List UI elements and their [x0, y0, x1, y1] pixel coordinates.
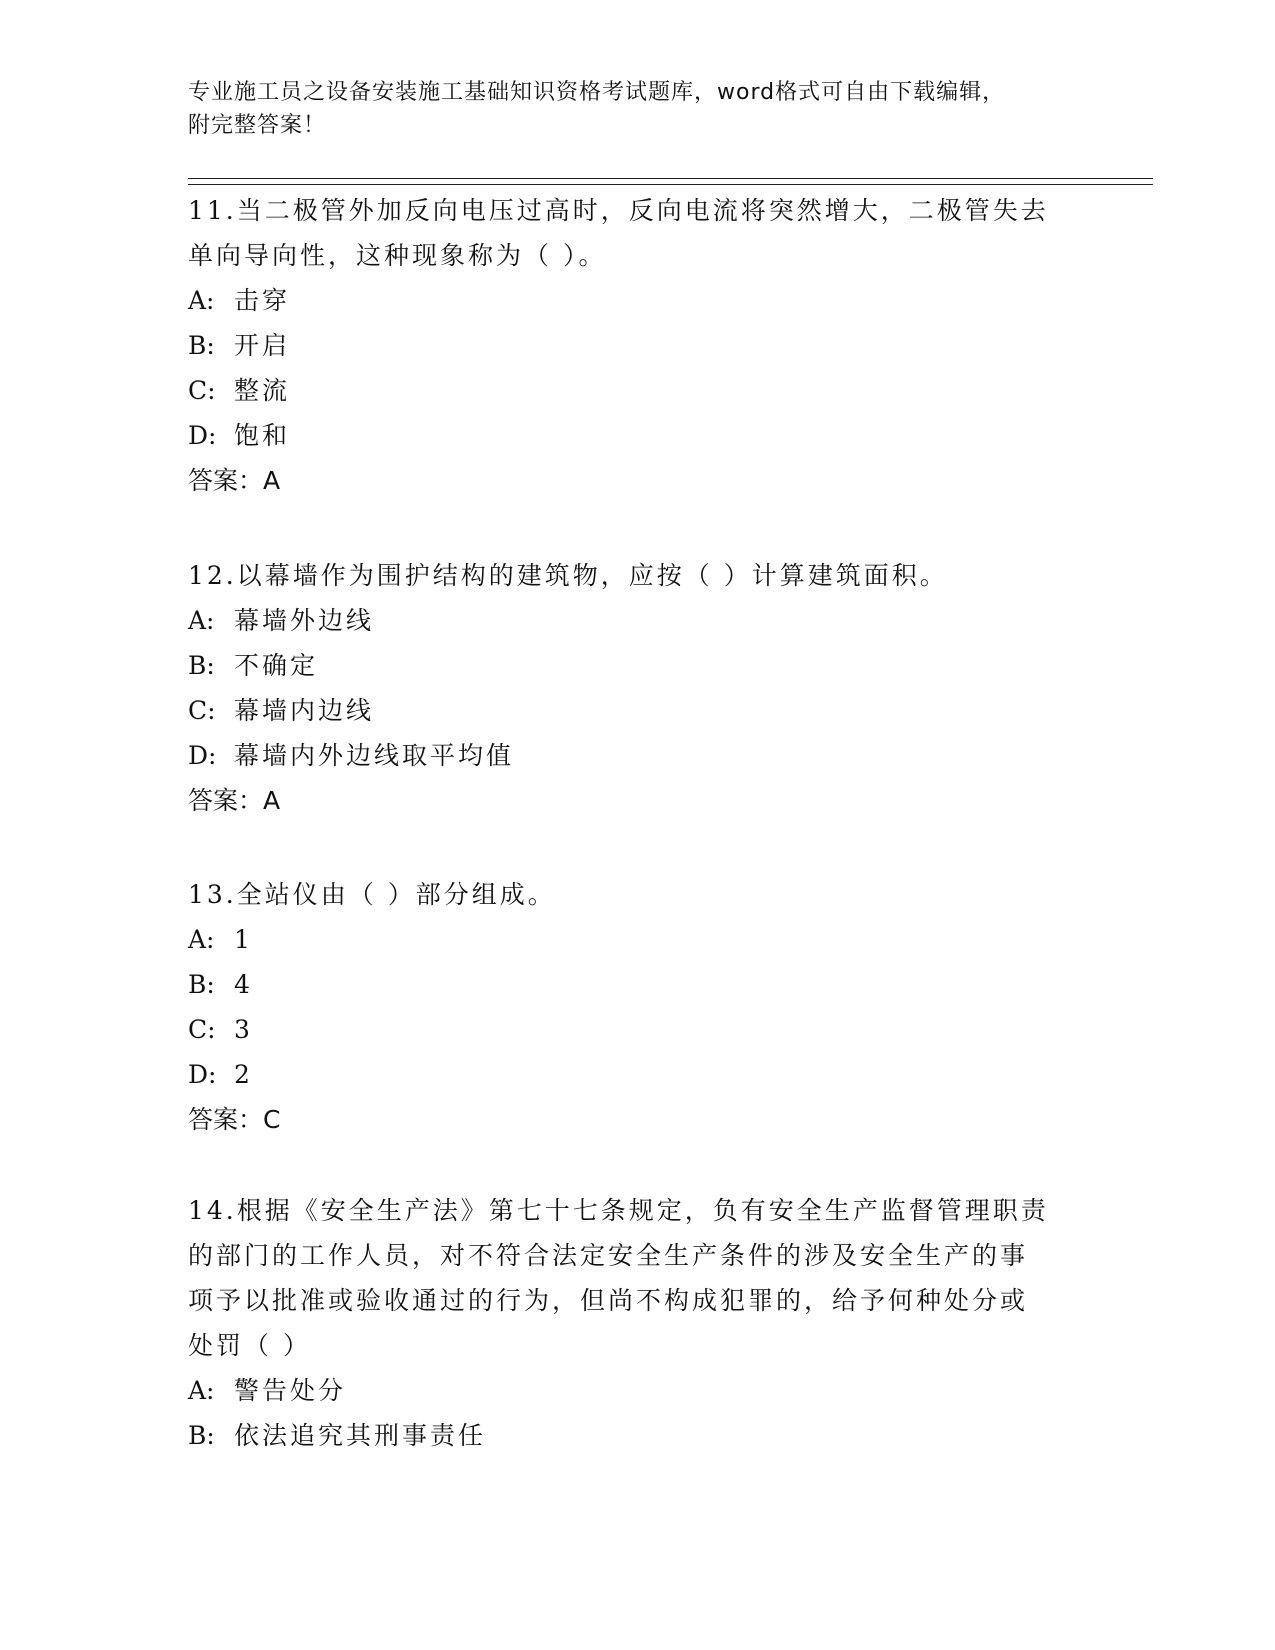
document-header — [188, 76, 1088, 142]
option-a — [188, 278, 1088, 323]
option-a — [188, 1368, 1088, 1413]
option-d — [188, 733, 1088, 778]
header-divider — [188, 178, 1153, 179]
question-stem: 13.全站仪由（ ）部分组成。 — [188, 880, 556, 909]
question-stem: 单向导向性，这种现象称为（ ）。 — [188, 241, 607, 270]
header-line: 附完整答案！ — [188, 113, 327, 138]
option-key: A: — [188, 286, 215, 315]
option-text: 2 — [234, 1060, 253, 1089]
option-text: 4 — [234, 970, 253, 999]
question-stem: 项予以批准或验收通过的行为，但尚不构成犯罪的，给予何种处分或 — [188, 1286, 1029, 1315]
option-key: C: — [188, 376, 216, 405]
option-key: B: — [188, 1421, 215, 1450]
option-c — [188, 368, 1088, 413]
option-b — [188, 962, 1088, 1007]
option-text: 饱和 — [234, 421, 291, 450]
option-text: 不确定 — [234, 651, 319, 680]
question-item — [188, 1188, 1088, 1458]
option-b — [188, 643, 1088, 688]
option-c — [188, 1007, 1088, 1052]
option-key: B: — [188, 970, 215, 999]
option-key: D: — [188, 741, 217, 770]
header-divider — [188, 184, 1153, 185]
option-text: 幕墙内外边线取平均值 — [234, 741, 515, 770]
question-item — [188, 188, 1088, 503]
option-text: 3 — [234, 1015, 253, 1044]
option-text: 警告处分 — [234, 1376, 347, 1405]
answer-label: 答案：A — [188, 786, 281, 815]
option-key: A: — [188, 1376, 215, 1405]
option-a — [188, 598, 1088, 643]
option-text: 幕墙外边线 — [234, 606, 375, 635]
option-key: C: — [188, 696, 216, 725]
option-b — [188, 1413, 1088, 1458]
question-stem: 11.当二极管外加反向电压过高时，反向电流将突然增大，二极管失去 — [188, 196, 1049, 225]
answer-label: 答案：C — [188, 1105, 281, 1134]
option-text: 开启 — [234, 331, 291, 360]
option-d — [188, 1052, 1088, 1097]
option-key: A: — [188, 606, 215, 635]
option-key: C: — [188, 1015, 216, 1044]
option-text: 击穿 — [234, 286, 291, 315]
option-b — [188, 323, 1088, 368]
option-key: D: — [188, 1060, 217, 1089]
question-stem: 14.根据《安全生产法》第七十七条规定，负有安全生产监督管理职责 — [188, 1196, 1049, 1225]
question-item — [188, 553, 1088, 823]
option-text: 幕墙内边线 — [234, 696, 375, 725]
answer-label: 答案：A — [188, 466, 281, 495]
option-a — [188, 917, 1088, 962]
question-stem: 处罚（ ） — [188, 1331, 311, 1360]
question-stem: 的部门的工作人员，对不符合法定安全生产条件的涉及安全生产的事 — [188, 1241, 1029, 1270]
question-stem: 12.以幕墙作为围护结构的建筑物，应按（ ）计算建筑面积。 — [188, 561, 948, 590]
question-item — [188, 872, 1088, 1142]
option-d — [188, 413, 1088, 458]
option-text: 依法追究其刑事责任 — [234, 1421, 487, 1450]
option-key: A: — [188, 925, 215, 954]
header-line: 专业施工员之设备安装施工基础知识资格考试题库，word格式可自由下载编辑， — [188, 80, 1006, 105]
option-key: B: — [188, 331, 215, 360]
option-key: D: — [188, 421, 217, 450]
option-text: 1 — [234, 925, 253, 954]
option-text: 整流 — [234, 376, 291, 405]
option-key: B: — [188, 651, 215, 680]
option-c — [188, 688, 1088, 733]
